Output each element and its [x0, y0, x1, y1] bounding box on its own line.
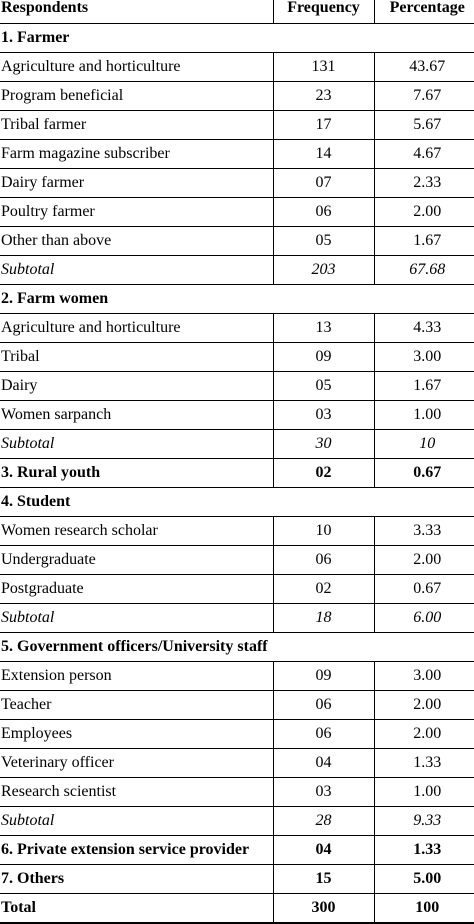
- frequency-cell: 07: [273, 168, 374, 197]
- percentage-cell: 4.67: [374, 139, 474, 168]
- subtotal-row: [0, 603, 474, 632]
- percentage-cell: 1.00: [374, 777, 474, 806]
- percentage-cell: 2.00: [374, 197, 474, 226]
- table-row: [0, 168, 474, 197]
- frequency-cell: 17: [273, 110, 374, 139]
- row-label: 6. Private extension service provider: [0, 835, 273, 864]
- table-row: [0, 139, 474, 168]
- frequency-cell: 05: [273, 226, 374, 255]
- row-label: Postgraduate: [0, 574, 273, 603]
- table-row: [0, 690, 474, 719]
- row-label: Extension person: [0, 661, 273, 690]
- row-label: Poultry farmer: [0, 197, 273, 226]
- percentage-cell: 6.00: [374, 603, 474, 632]
- subtotal-row: [0, 429, 474, 458]
- percentage-cell: 0.67: [374, 458, 474, 487]
- table-row: [0, 197, 474, 226]
- percentage-cell: 2.00: [374, 690, 474, 719]
- subtotal-row: [0, 806, 474, 835]
- frequency-cell: 04: [273, 835, 374, 864]
- table-row: [0, 400, 474, 429]
- row-label: Women sarpanch: [0, 400, 273, 429]
- frequency-cell: 203: [273, 255, 374, 284]
- row-label: Tribal: [0, 342, 273, 371]
- section-row: [0, 23, 474, 52]
- table-row: [0, 719, 474, 748]
- table-row: [0, 226, 474, 255]
- frequency-cell: 02: [273, 458, 374, 487]
- percentage-cell: 1.33: [374, 748, 474, 777]
- row-label: Tribal farmer: [0, 110, 273, 139]
- row-label: Dairy: [0, 371, 273, 400]
- table-row: [0, 835, 474, 864]
- frequency-cell: 15: [273, 864, 374, 893]
- frequency-cell: 14: [273, 139, 374, 168]
- row-label: Subtotal: [0, 806, 273, 835]
- frequency-cell: 10: [273, 516, 374, 545]
- percentage-cell: 2.33: [374, 168, 474, 197]
- percentage-cell: 43.67: [374, 52, 474, 81]
- frequency-cell: 06: [273, 545, 374, 574]
- header-respondents: Respondents: [0, 0, 273, 23]
- row-label: Other than above: [0, 226, 273, 255]
- frequency-cell: 18: [273, 603, 374, 632]
- table-row: [0, 342, 474, 371]
- table-row: [0, 661, 474, 690]
- percentage-cell: 5.67: [374, 110, 474, 139]
- row-label: Research scientist: [0, 777, 273, 806]
- subtotal-row: [0, 255, 474, 284]
- section-row: [0, 487, 474, 516]
- row-label: Subtotal: [0, 429, 273, 458]
- percentage-cell: 10: [374, 429, 474, 458]
- table-row: [0, 313, 474, 342]
- table-row: [0, 371, 474, 400]
- table-row: [0, 777, 474, 806]
- frequency-cell: 30: [273, 429, 374, 458]
- percentage-cell: 0.67: [374, 574, 474, 603]
- percentage-cell: 2.00: [374, 719, 474, 748]
- table-row: [0, 110, 474, 139]
- total-row: [0, 893, 474, 923]
- row-label: Dairy farmer: [0, 168, 273, 197]
- row-label: Agriculture and horticulture: [0, 313, 273, 342]
- percentage-cell: 2.00: [374, 545, 474, 574]
- row-label: Subtotal: [0, 603, 273, 632]
- row-label: Total: [0, 893, 273, 923]
- table-row: [0, 52, 474, 81]
- row-label: Veterinary officer: [0, 748, 273, 777]
- percentage-cell: 100: [374, 893, 474, 923]
- table-row: [0, 748, 474, 777]
- row-label: Women research scholar: [0, 516, 273, 545]
- row-label: Program beneficial: [0, 81, 273, 110]
- frequency-cell: 06: [273, 690, 374, 719]
- frequency-cell: 13: [273, 313, 374, 342]
- frequency-cell: 28: [273, 806, 374, 835]
- frequency-cell: 06: [273, 719, 374, 748]
- frequency-cell: 131: [273, 52, 374, 81]
- frequency-cell: 09: [273, 342, 374, 371]
- percentage-cell: 1.67: [374, 371, 474, 400]
- section-row: [0, 632, 474, 661]
- percentage-cell: 3.00: [374, 342, 474, 371]
- table-row: [0, 458, 474, 487]
- row-label: Undergraduate: [0, 545, 273, 574]
- percentage-cell: 5.00: [374, 864, 474, 893]
- section-row: [0, 284, 474, 313]
- row-label: Employees: [0, 719, 273, 748]
- section-label: 1. Farmer: [0, 23, 474, 52]
- section-label: 5. Government officers/University staff: [0, 632, 474, 661]
- header-percentage: Percentage: [374, 0, 474, 23]
- frequency-cell: 09: [273, 661, 374, 690]
- percentage-cell: 9.33: [374, 806, 474, 835]
- table-row: [0, 574, 474, 603]
- percentage-cell: 67.68: [374, 255, 474, 284]
- row-label: 7. Others: [0, 864, 273, 893]
- percentage-cell: 1.00: [374, 400, 474, 429]
- table-header-row: [0, 0, 474, 23]
- percentage-cell: 1.33: [374, 835, 474, 864]
- percentage-cell: 3.00: [374, 661, 474, 690]
- table-row: [0, 516, 474, 545]
- percentage-cell: 3.33: [374, 516, 474, 545]
- table-body: [0, 23, 474, 923]
- percentage-cell: 1.67: [374, 226, 474, 255]
- section-label: 2. Farm women: [0, 284, 474, 313]
- frequency-cell: 02: [273, 574, 374, 603]
- row-label: Agriculture and horticulture: [0, 52, 273, 81]
- row-label: Farm magazine subscriber: [0, 139, 273, 168]
- table-row: [0, 864, 474, 893]
- table-row: [0, 81, 474, 110]
- frequency-cell: 04: [273, 748, 374, 777]
- frequency-cell: 05: [273, 371, 374, 400]
- header-frequency: Frequency: [273, 0, 374, 23]
- row-label: Subtotal: [0, 255, 273, 284]
- percentage-cell: 7.67: [374, 81, 474, 110]
- frequency-cell: 06: [273, 197, 374, 226]
- frequency-cell: 03: [273, 777, 374, 806]
- frequency-cell: 03: [273, 400, 374, 429]
- row-label: 3. Rural youth: [0, 458, 273, 487]
- frequency-cell: 23: [273, 81, 374, 110]
- row-label: Teacher: [0, 690, 273, 719]
- table-row: [0, 545, 474, 574]
- section-label: 4. Student: [0, 487, 474, 516]
- frequency-cell: 300: [273, 893, 374, 923]
- percentage-cell: 4.33: [374, 313, 474, 342]
